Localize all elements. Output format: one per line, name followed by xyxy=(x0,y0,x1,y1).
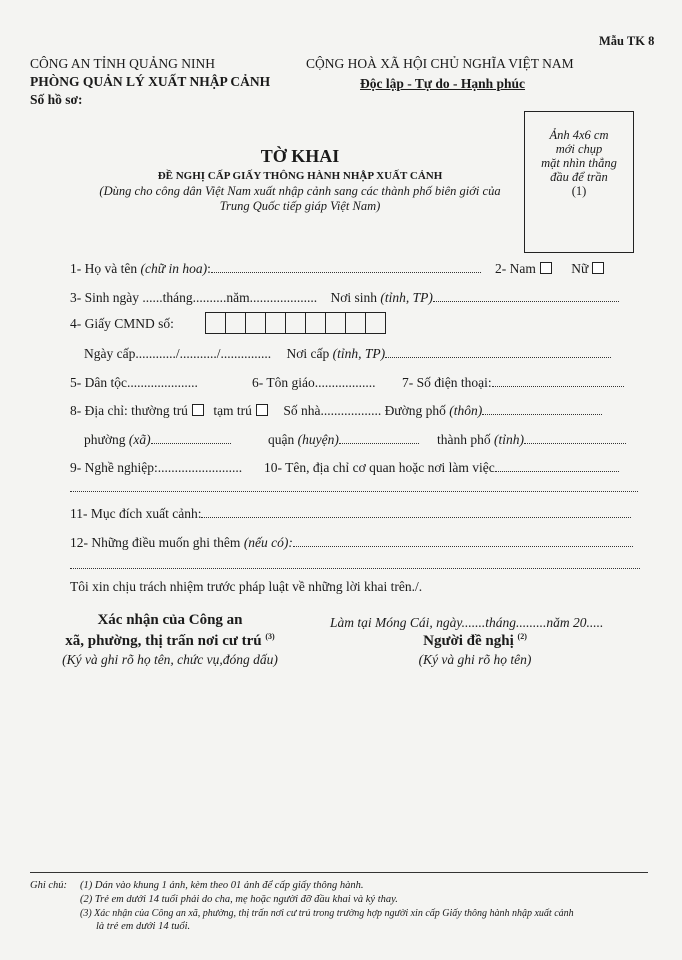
additional-line[interactable] xyxy=(70,556,640,574)
note-3: (3) Xác nhận của Công an xã, phường, thị trấn nơi cư trú trong trường hợp người xin cấp Giấy thông hành nhập xuất cảnh xyxy=(80,908,574,919)
field-address: 8- Địa chỉ: thường trú tạm trú Số nhà.................. Đường phố (thôn) xyxy=(70,403,602,419)
applicant-title: Người đề nghị $^{(2)}$ xyxy=(423,632,527,649)
notes-label: Ghi chú: xyxy=(30,880,68,891)
id-number-boxes[interactable] xyxy=(205,312,386,334)
file-number-label: Số hồ sơ: xyxy=(30,92,83,107)
police-confirmation-subtitle: xã, phường, thị trấn nơi cư trú $^{(3)}$ xyxy=(65,632,275,649)
house-number-field[interactable]: Số nhà.................. xyxy=(283,403,382,418)
field-additional[interactable]: 12- Những điều muốn ghi thêm (nếu có): xyxy=(70,535,633,551)
form-code: Mẫu TK 8 xyxy=(599,34,655,48)
national-motto: Độc lập - Tự do - Hạnh phúc xyxy=(360,76,526,91)
male-checkbox[interactable] xyxy=(540,262,552,274)
usage-note-1: (Dùng cho công dân Việt Nam xuất nhập cảnh sang các thành phố biên giới của xyxy=(99,184,501,198)
country-name: CỘNG HOÀ XÃ HỘI CHỦ NGHĨA VIỆT NAM xyxy=(306,56,574,71)
field-birth[interactable]: 3- Sinh ngày ......tháng..........năm.................... Nơi sinh (tỉnh, TP) xyxy=(70,290,619,306)
photo-face: mặt nhìn thẳng xyxy=(541,156,617,170)
field-phone[interactable]: 7- Số điện thoại: xyxy=(402,375,624,391)
field-city[interactable]: thành phố (tỉnh) xyxy=(437,432,626,448)
declaration: Tôi xin chịu trách nhiệm trước pháp luật về những lời khai trên./. xyxy=(70,579,423,594)
field-gender: 2- Nam Nữ xyxy=(495,261,604,277)
police-sign-instruction: (Ký và ghi rõ họ tên, chức vụ,đóng dấu) xyxy=(62,652,278,667)
place-date[interactable]: Làm tại Móng Cái, ngày.......tháng.........năm 20..... xyxy=(330,615,604,630)
workplace-line[interactable] xyxy=(70,479,638,497)
applicant-sign-instruction: (Ký và ghi rõ họ tên) xyxy=(418,652,532,667)
field-occupation[interactable]: 9- Nghề nghiệp:......................... xyxy=(70,460,243,475)
photo-box[interactable] xyxy=(524,111,634,253)
photo-size: Ảnh 4x6 cm xyxy=(549,128,609,142)
department-name: PHÒNG QUẢN LÝ XUẤT NHẬP CẢNH xyxy=(30,74,271,89)
note-3-cont: là trẻ em dưới 14 tuổi. xyxy=(96,921,191,932)
police-confirmation-title: Xác nhận của Công an xyxy=(97,612,243,628)
temporary-checkbox[interactable] xyxy=(256,404,268,416)
field-id-issue[interactable]: Ngày cấp............/.........../............... Nơi cấp (tỉnh, TP) xyxy=(84,346,611,362)
photo-head: đầu để trần xyxy=(550,170,608,184)
photo-recent: mới chụp xyxy=(555,142,603,156)
field-ethnicity[interactable]: 5- Dân tộc..................... xyxy=(70,375,198,390)
field-purpose[interactable]: 11- Mục đích xuất cảnh: xyxy=(70,506,631,522)
field-workplace[interactable]: 10- Tên, địa chỉ cơ quan hoặc nơi làm việc xyxy=(264,460,619,476)
page-title: TỜ KHAI xyxy=(260,146,340,166)
agency-name: CÔNG AN TỈNH QUẢNG NINH xyxy=(30,56,215,71)
field-religion[interactable]: 6- Tôn giáo.................. xyxy=(252,375,376,390)
notes-divider xyxy=(30,872,648,873)
field-id-number-label: 4- Giấy CMND số: xyxy=(70,316,174,331)
photo-note-ref: (1) xyxy=(571,184,587,198)
field-ward[interactable]: phường (xã) xyxy=(84,432,231,448)
female-checkbox[interactable] xyxy=(592,262,604,274)
usage-note-2: Trung Quốc tiếp giáp Việt Nam) xyxy=(219,199,381,213)
field-full-name[interactable]: 1- Họ và tên (chữ in hoa): xyxy=(70,261,481,277)
field-district[interactable]: quận (huyện) xyxy=(268,432,419,448)
page-subtitle: ĐỀ NGHỊ CẤP GIẤY THÔNG HÀNH NHẬP XUẤT CẢNH xyxy=(157,170,443,182)
note-2: (2) Trẻ em dưới 14 tuổi phải do cha, mẹ hoặc người đỡ đầu khai và ký thay. xyxy=(80,894,398,905)
permanent-checkbox[interactable] xyxy=(192,404,204,416)
note-1: (1) Dán vào khung 1 ảnh, kèm theo 01 ảnh để cấp giấy thông hành. xyxy=(80,880,364,891)
